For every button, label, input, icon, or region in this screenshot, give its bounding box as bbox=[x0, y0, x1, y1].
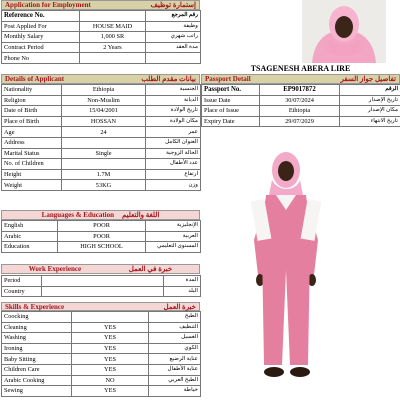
applicant-row bbox=[2, 116, 201, 127]
passport-label: Passport No. bbox=[202, 85, 260, 96]
skills-label: Cleaning bbox=[2, 322, 72, 333]
work-label: Period bbox=[2, 276, 42, 287]
applicant-row bbox=[2, 180, 201, 191]
skills-label: Washing bbox=[2, 333, 72, 344]
passport-value: Ethiopia bbox=[260, 106, 340, 117]
employment-ar: راتب شهري bbox=[146, 32, 201, 43]
applicant-value: HOSSAN bbox=[62, 116, 146, 127]
work-value bbox=[42, 276, 164, 287]
employment-label: Contract Period bbox=[2, 42, 80, 53]
skills-row bbox=[2, 312, 201, 323]
passport-row bbox=[202, 116, 400, 127]
skills-label: Sewing bbox=[2, 386, 72, 397]
employment-label: Monthly Salary bbox=[2, 32, 80, 43]
employment-value: HOUSE MAID bbox=[80, 21, 146, 32]
employment-row bbox=[2, 53, 201, 64]
applicant-ar: العنوان الكامل bbox=[146, 137, 201, 148]
passport-details-header: Passport Detail تفاصيل جواز السفر bbox=[201, 74, 400, 84]
languages-ar: المستوى التعليمي bbox=[146, 242, 201, 253]
applicant-label: Nationality bbox=[2, 85, 62, 96]
skills-ar: الكوي bbox=[149, 343, 201, 354]
applicant-label: Marital Status bbox=[2, 148, 62, 159]
skills-ar: عناية الأطفال bbox=[149, 364, 201, 375]
skills-value: YES bbox=[72, 354, 149, 365]
applicant-row bbox=[2, 95, 201, 106]
passport-label: Issue Date bbox=[202, 95, 260, 106]
skills-row bbox=[2, 386, 201, 397]
skills-row bbox=[2, 375, 201, 386]
languages-row bbox=[2, 231, 201, 242]
skills-value: YES bbox=[72, 322, 149, 333]
employment-row bbox=[2, 11, 201, 22]
applicant-label: Place of Birth bbox=[2, 116, 62, 127]
full-body-figure bbox=[208, 140, 358, 400]
languages-ar: الإنجليزية bbox=[146, 221, 201, 232]
applicant-ar: الحالة الزوجية bbox=[146, 148, 201, 159]
languages-label: Arabic bbox=[2, 231, 58, 242]
skills-row bbox=[2, 364, 201, 375]
skills-table bbox=[1, 311, 201, 397]
passport-value: 30/07/2024 bbox=[260, 95, 340, 106]
skills-ar: خياطة bbox=[149, 386, 201, 397]
applicant-value bbox=[62, 137, 146, 148]
applicant-row bbox=[2, 159, 201, 170]
work-experience-table bbox=[1, 275, 201, 297]
applicant-value: 53KG bbox=[62, 180, 146, 191]
employment-ar: رقم المرجع bbox=[146, 11, 201, 22]
skills-ar: الطبخ العربي bbox=[149, 375, 201, 386]
applicant-details-header: Details of Applicant بيانات مقدم الطلب bbox=[1, 74, 200, 84]
employment-row bbox=[2, 32, 201, 43]
languages-value: POOR bbox=[58, 231, 146, 242]
applicant-table bbox=[1, 84, 201, 191]
skills-value: YES bbox=[72, 364, 149, 375]
employment-ar: وظيفة bbox=[146, 21, 201, 32]
passport-row bbox=[202, 106, 400, 117]
work-label: Country bbox=[2, 286, 42, 297]
employment-row bbox=[2, 21, 201, 32]
applicant-value: 24 bbox=[62, 127, 146, 138]
languages-table bbox=[1, 220, 201, 253]
skills-ar: التنظيف bbox=[149, 322, 201, 333]
employment-ar: مدة العقد bbox=[146, 42, 201, 53]
applicant-value: Single bbox=[62, 148, 146, 159]
skills-label: Children Care bbox=[2, 364, 72, 375]
applicant-value: Ethiopia bbox=[62, 85, 146, 96]
headshot-photo bbox=[302, 0, 386, 63]
applicant-value: 1.7M bbox=[62, 169, 146, 180]
skills-ar: الغسيل bbox=[149, 333, 201, 344]
passport-ar: تاريخ الإصدار bbox=[340, 95, 400, 106]
applicant-ar: ارتفاع bbox=[146, 169, 201, 180]
skills-value: YES bbox=[72, 333, 149, 344]
application-title-ar: إستمارة توظيف bbox=[150, 1, 196, 9]
applicant-row bbox=[2, 137, 201, 148]
applicant-ar: الديانة bbox=[146, 95, 201, 106]
passport-row bbox=[202, 95, 400, 106]
languages-label: English bbox=[2, 221, 58, 232]
skills-ar: الطبخ bbox=[149, 312, 201, 323]
employment-label: Reference No. bbox=[2, 11, 80, 22]
employment-label: Post Applied For bbox=[2, 21, 80, 32]
passport-label: Place of Issue bbox=[202, 106, 260, 117]
employment-table bbox=[1, 10, 201, 64]
languages-value: POOR bbox=[58, 221, 146, 232]
languages-ar: العربية bbox=[146, 231, 201, 242]
languages-row bbox=[2, 242, 201, 253]
passport-value: EP9017872 bbox=[260, 85, 340, 96]
applicant-ar: عدد الأطفال bbox=[146, 159, 201, 170]
skills-ar: عناية الرضيع bbox=[149, 354, 201, 365]
applicant-label: Weight bbox=[2, 180, 62, 191]
applicant-label: Age bbox=[2, 127, 62, 138]
languages-value: HIGH SCHOOL bbox=[58, 242, 146, 253]
skills-value bbox=[72, 312, 149, 323]
applicant-row bbox=[2, 169, 201, 180]
languages-header: Languages & Education اللغة والتعليم bbox=[1, 210, 200, 220]
passport-table bbox=[201, 84, 400, 127]
applicant-label: Address bbox=[2, 137, 62, 148]
employment-value: 2 Years bbox=[80, 42, 146, 53]
applicant-value: Non-Muslim bbox=[62, 95, 146, 106]
skills-row bbox=[2, 343, 201, 354]
languages-row bbox=[2, 221, 201, 232]
full-body-photo bbox=[208, 140, 358, 400]
passport-ar: تاريخ الانتهاء bbox=[340, 116, 400, 127]
work-value bbox=[42, 286, 164, 297]
applicant-row bbox=[2, 106, 201, 117]
applicant-ar: مكان الولادة bbox=[146, 116, 201, 127]
applicant-ar: الجنسية bbox=[146, 85, 201, 96]
passport-row bbox=[202, 85, 400, 96]
work-ar: المدة bbox=[164, 276, 201, 287]
skills-label: Arabic Cooking bbox=[2, 375, 72, 386]
work-ar: البلد bbox=[164, 286, 201, 297]
employment-value: 1,000 SR bbox=[80, 32, 146, 43]
work-experience-header: Work Experience خبرة في العمل bbox=[1, 264, 200, 274]
skills-row bbox=[2, 354, 201, 365]
applicant-row bbox=[2, 148, 201, 159]
applicant-row bbox=[2, 127, 201, 138]
passport-value: 29/07/2029 bbox=[260, 116, 340, 127]
skills-row bbox=[2, 322, 201, 333]
applicant-label: Religion bbox=[2, 95, 62, 106]
skills-label: Baby Sitting bbox=[2, 354, 72, 365]
employment-value bbox=[80, 11, 146, 22]
passport-ar: مكان الإصدار bbox=[340, 106, 400, 117]
applicant-value bbox=[62, 159, 146, 170]
applicant-label: Height bbox=[2, 169, 62, 180]
passport-ar: الرقم bbox=[340, 85, 400, 96]
languages-label: Education bbox=[2, 242, 58, 253]
applicant-label: Date of Birth bbox=[2, 106, 62, 117]
passport-label: Expiry Date bbox=[202, 116, 260, 127]
applicant-label: No. of Children bbox=[2, 159, 62, 170]
skills-value: YES bbox=[72, 386, 149, 397]
applicant-name: TSAGENESH ABERA LIRE bbox=[250, 64, 351, 73]
work-row bbox=[2, 276, 201, 287]
applicant-ar: وزن bbox=[146, 180, 201, 191]
skills-label: Coocking bbox=[2, 312, 72, 323]
skills-row bbox=[2, 333, 201, 344]
skills-value: NO bbox=[72, 375, 149, 386]
skills-value: YES bbox=[72, 343, 149, 354]
skills-header: Skills & Experience خبرة العمل bbox=[1, 302, 200, 311]
skills-label: Ironing bbox=[2, 343, 72, 354]
application-title-en: Application for Employment bbox=[5, 1, 91, 9]
employment-row bbox=[2, 42, 201, 53]
application-header bbox=[1, 0, 200, 10]
employment-label: Phone No bbox=[2, 53, 80, 64]
work-row bbox=[2, 286, 201, 297]
applicant-ar: تاريخ الولادة bbox=[146, 106, 201, 117]
applicant-row bbox=[2, 85, 201, 96]
applicant-ar: عمر bbox=[146, 127, 201, 138]
headshot-portrait bbox=[302, 0, 386, 63]
applicant-value: 15/04/2001 bbox=[62, 106, 146, 117]
employment-value bbox=[80, 53, 146, 64]
employment-ar bbox=[146, 53, 201, 64]
